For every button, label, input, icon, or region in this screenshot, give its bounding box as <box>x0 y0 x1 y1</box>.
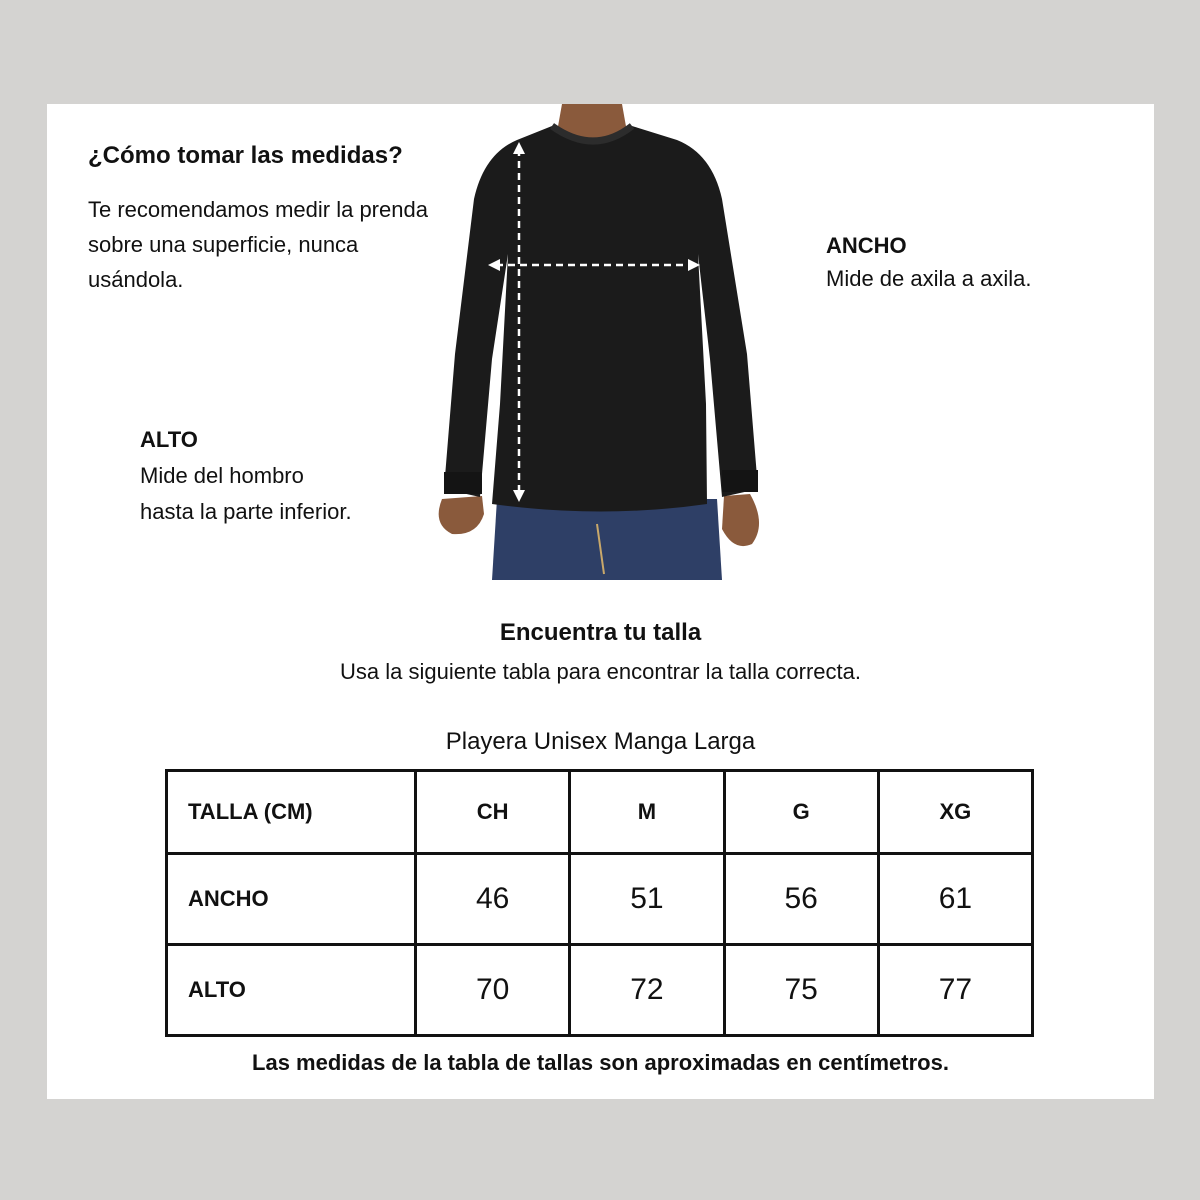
find-size-title: Encuentra tu talla <box>499 619 702 646</box>
alto-title: ALTO <box>140 427 198 452</box>
ancho-text: Mide de axila a axila. <box>826 266 1032 291</box>
shirt-model-image <box>422 104 792 580</box>
alto-text-line2: hasta la parte inferior. <box>140 499 352 524</box>
footnote: Las medidas de la tabla de tallas son aproximadas en centímetros. <box>252 1050 949 1075</box>
table-row-ancho <box>167 854 1033 945</box>
row-label-alto: ALTO <box>167 945 416 1036</box>
cell-ancho-m: 51 <box>570 854 724 945</box>
cell-alto-m: 72 <box>570 945 724 1036</box>
cell-alto-ch: 70 <box>416 945 570 1036</box>
table-caption: Playera Unisex Manga Larga <box>445 728 756 755</box>
howto-text: Te recomendamos medir la prenda sobre una superficie, nunca usándola. <box>88 197 428 292</box>
cell-ancho-xg: 61 <box>878 854 1032 945</box>
ancho-title: ANCHO <box>826 233 907 258</box>
right-hand <box>722 494 759 546</box>
size-table <box>165 769 1034 1037</box>
size-header-m: M <box>570 771 724 854</box>
size-guide-card <box>47 104 1154 1099</box>
howto-title: ¿Cómo tomar las medidas? <box>88 142 403 169</box>
alto-text-line1: Mide del hombro <box>140 463 304 488</box>
cell-ancho-ch: 46 <box>416 854 570 945</box>
alto-text <box>140 458 440 530</box>
size-header-xg: XG <box>878 771 1032 854</box>
size-header-g: G <box>724 771 878 854</box>
size-header-ch: CH <box>416 771 570 854</box>
cell-ancho-g: 56 <box>724 854 878 945</box>
left-hand <box>439 496 484 534</box>
header-label: TALLA (CM) <box>167 771 416 854</box>
cell-alto-g: 75 <box>724 945 878 1036</box>
cell-alto-xg: 77 <box>878 945 1032 1036</box>
table-row-alto <box>167 945 1033 1036</box>
shirt <box>444 126 758 512</box>
row-label-ancho: ANCHO <box>167 854 416 945</box>
table-header-row <box>167 771 1033 854</box>
find-size-subtitle: Usa la siguiente tabla para encontrar la talla correcta. <box>340 659 861 684</box>
